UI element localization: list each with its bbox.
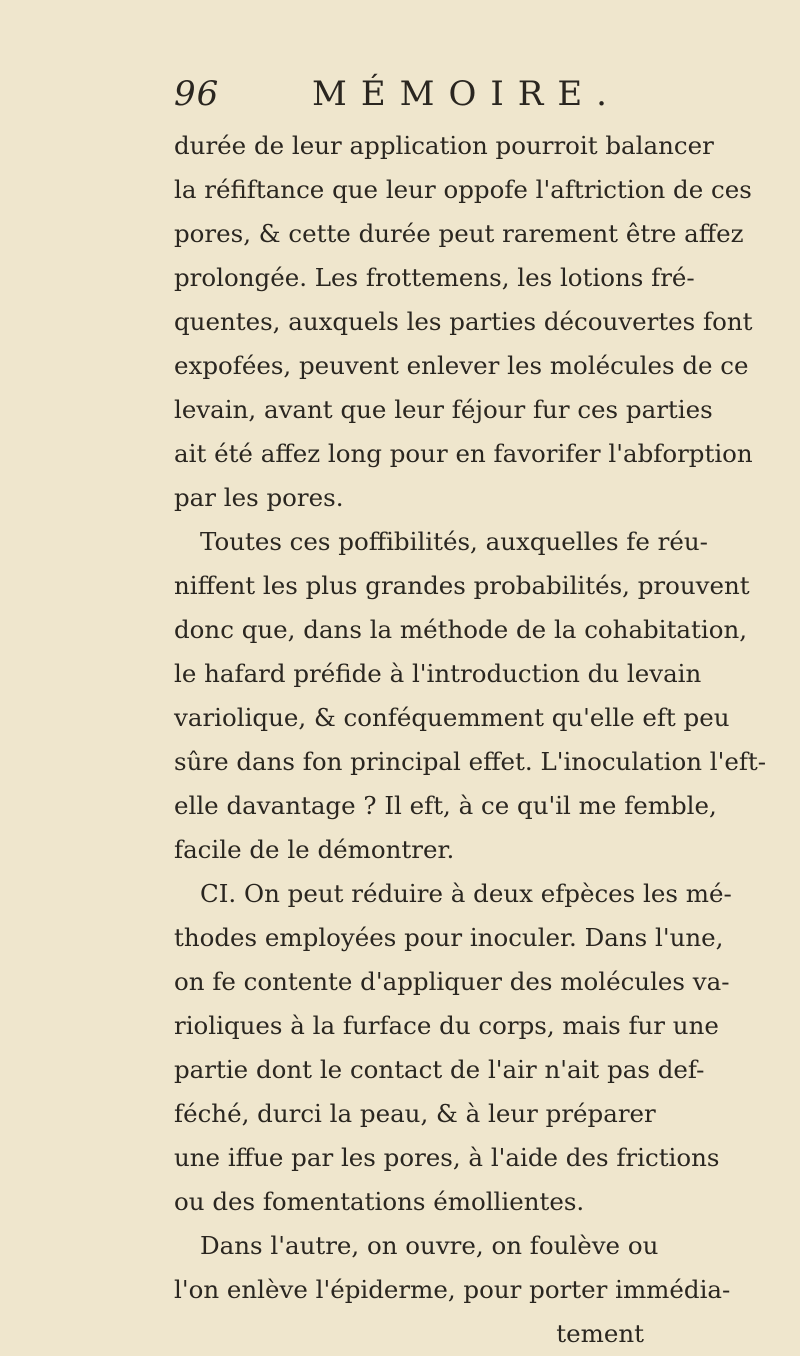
- text-line: ait été affez long pour en favorifer l'abforption: [174, 439, 753, 468]
- text-line: par les pores.: [174, 483, 344, 512]
- text-line: partie dont le contact de l'air n'ait pas def-: [174, 1055, 705, 1084]
- text-line: Dans l'autre, on ouvre, on foulève ou: [200, 1231, 659, 1260]
- text-line: levain, avant que leur féjour fur ces parties: [174, 395, 713, 424]
- text-line: donc que, dans la méthode de la cohabitation,: [174, 615, 748, 644]
- text-line: expofées, peuvent enlever les molécules de ce: [174, 351, 749, 380]
- text-line: CI. On peut réduire à deux efpèces les mé-: [200, 879, 732, 908]
- text-line: niffent les plus grandes probabilités, prouvent: [174, 571, 750, 600]
- text-line: sûre dans fon principal effet. L'inoculation l'eft-: [174, 747, 767, 776]
- text-line: elle davantage ? Il eft, à ce qu'il me femble,: [174, 791, 717, 820]
- text-line: thodes employées pour inoculer. Dans l'une,: [174, 923, 724, 952]
- text-line: l'on enlève l'épiderme, pour porter immédia-: [174, 1275, 731, 1304]
- text-line: variolique, & conféquemment qu'elle eft peu: [174, 703, 730, 732]
- text-line: Toutes ces poffibilités, auxquelles fe réu-: [200, 527, 708, 556]
- text-line: on fe contente d'appliquer des molécules va-: [174, 967, 730, 996]
- text-line: durée de leur application pourroit balancer: [174, 131, 714, 160]
- text-line: prolongée. Les frottemens, les lotions fré-: [174, 263, 695, 292]
- text-line: pores, & cette durée peut rarement être affez: [174, 219, 744, 248]
- page-number: 96: [174, 74, 220, 114]
- text-line: la réfiftance que leur oppofe l'aftriction de ces: [174, 175, 752, 204]
- text-line: rioliques à la furface du corps, mais fur une: [174, 1011, 719, 1040]
- page-header: [174, 74, 621, 120]
- text-line: une iffue par les pores, à l'aide des frictions: [174, 1143, 720, 1172]
- body-text: [174, 124, 767, 1356]
- text-line: le hafard préfide à l'introduction du levain: [174, 659, 702, 688]
- text-line: ou des fomentations émollientes.: [174, 1187, 585, 1216]
- text-line: féché, durci la peau, & à leur préparer: [174, 1099, 656, 1128]
- catchword: tement: [556, 1319, 644, 1348]
- text-line: facile de le démontrer.: [174, 835, 455, 864]
- running-title: MÉMOIRE.: [312, 74, 621, 114]
- text-line: quentes, auxquels les parties découvertes font: [174, 307, 753, 336]
